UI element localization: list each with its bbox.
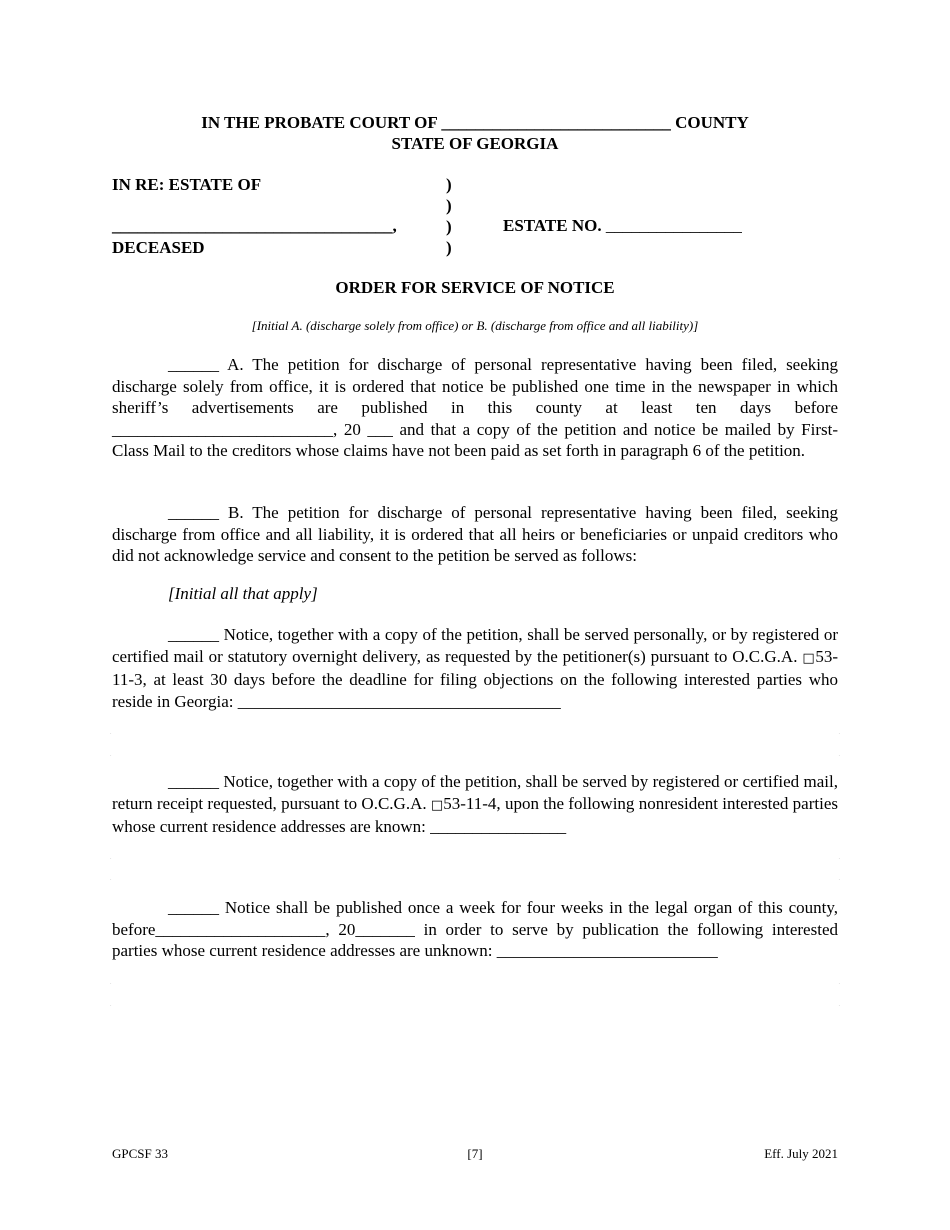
estate-number bbox=[503, 216, 742, 236]
county-blank: ___________________________ bbox=[441, 113, 671, 132]
paragraph-a bbox=[112, 354, 838, 462]
decedent-name-blank: _________________________________, bbox=[112, 216, 397, 235]
initial-blank-a: ______ bbox=[168, 355, 219, 374]
faint-mark-row: . . bbox=[110, 855, 840, 861]
court-line bbox=[0, 113, 950, 133]
initial-blank-option-1: ______ bbox=[168, 625, 219, 644]
estate-no-blank: ________________ bbox=[605, 216, 742, 235]
court-line-prefix: IN THE PROBATE COURT OF bbox=[201, 113, 438, 132]
option-mail-service bbox=[112, 771, 838, 838]
caption-paren: ) bbox=[446, 196, 452, 215]
option-personal-service bbox=[112, 624, 838, 712]
faint-mark-row: . . bbox=[110, 730, 840, 736]
faint-mark-row: . . bbox=[110, 752, 840, 758]
estate-no-label: ESTATE NO. bbox=[503, 216, 602, 235]
option-2-text-before: Notice, together with a copy of the petition, shall be served by registered or certified mail, return receipt requested, pursuant to O.C.G.A. bbox=[112, 772, 838, 813]
paragraph-a-text: A. The petition for discharge of personal representative having been filed, seeking discharge solely from office, it is ordered that notice be published one time in the newspaper in which sheriff’s advertisements are published in this county at least ten days before __________________________, 20 ___ and that a copy of the petition and notice be mailed by First-Class Mail to the creditors whose claims have not been paid as set forth in paragraph 6 of the petition. bbox=[112, 355, 838, 460]
caption-paren: ) bbox=[446, 217, 452, 236]
option-1-text-after: 53-11-3, at least 30 days before the deadline for filing objections on the following interested parties who reside in Georgia: ______________________________________ bbox=[112, 646, 838, 711]
option-3-text: Notice shall be published once a week for four weeks in the legal organ of this county, before____________________, 20_______ in order to serve by publication the following interested parties whose current residence addresses are unknown: __________________________ bbox=[112, 898, 838, 960]
deceased-label: DECEASED bbox=[112, 238, 205, 257]
initial-blank-option-2: ______ bbox=[168, 772, 219, 791]
initial-all-note: [Initial all that apply] bbox=[168, 584, 318, 603]
court-line-suffix: COUNTY bbox=[675, 113, 749, 132]
option-1-text-before: Notice, together with a copy of the petition, shall be served personally, or by registered or certified mail or statutory overnight delivery, as requested by the petitioner(s) pursuant to O.C.G.A. bbox=[112, 625, 838, 666]
page-number: [7] bbox=[467, 1146, 483, 1161]
faint-mark-row: . . bbox=[110, 980, 840, 986]
initial-instruction: [Initial A. (discharge solely from office) or B. (discharge from office and all liability)] bbox=[251, 318, 699, 333]
initial-blank-b: ______ bbox=[168, 503, 219, 522]
section-symbol: □ bbox=[430, 797, 444, 813]
faint-mark-row: . . bbox=[110, 876, 840, 882]
faint-mark-row: . . bbox=[110, 1002, 840, 1008]
initial-blank-option-3: ______ bbox=[168, 898, 219, 917]
in-re-label: IN RE: ESTATE OF bbox=[112, 175, 262, 194]
option-2-text-after: 53-11-4, upon the following nonresident interested parties whose current residence addresses are known: ________________ bbox=[112, 793, 838, 836]
caption-paren: ) bbox=[446, 175, 452, 194]
order-title: ORDER FOR SERVICE OF NOTICE bbox=[335, 278, 615, 297]
paragraph-b-text: B. The petition for discharge of personal representative having been filed, seeking discharge from office and all liability, it is ordered that all heirs or beneficiaries or unpaid creditors who did not acknowledge service and consent to the petition be served as follows: bbox=[112, 503, 838, 565]
section-symbol: □ bbox=[802, 650, 816, 666]
effective-date: Eff. July 2021 bbox=[764, 1146, 838, 1161]
paragraph-b bbox=[112, 502, 838, 567]
option-publication bbox=[112, 897, 838, 962]
form-id: GPCSF 33 bbox=[112, 1146, 168, 1161]
caption-paren: ) bbox=[446, 238, 452, 257]
state-line: STATE OF GEORGIA bbox=[391, 134, 559, 153]
